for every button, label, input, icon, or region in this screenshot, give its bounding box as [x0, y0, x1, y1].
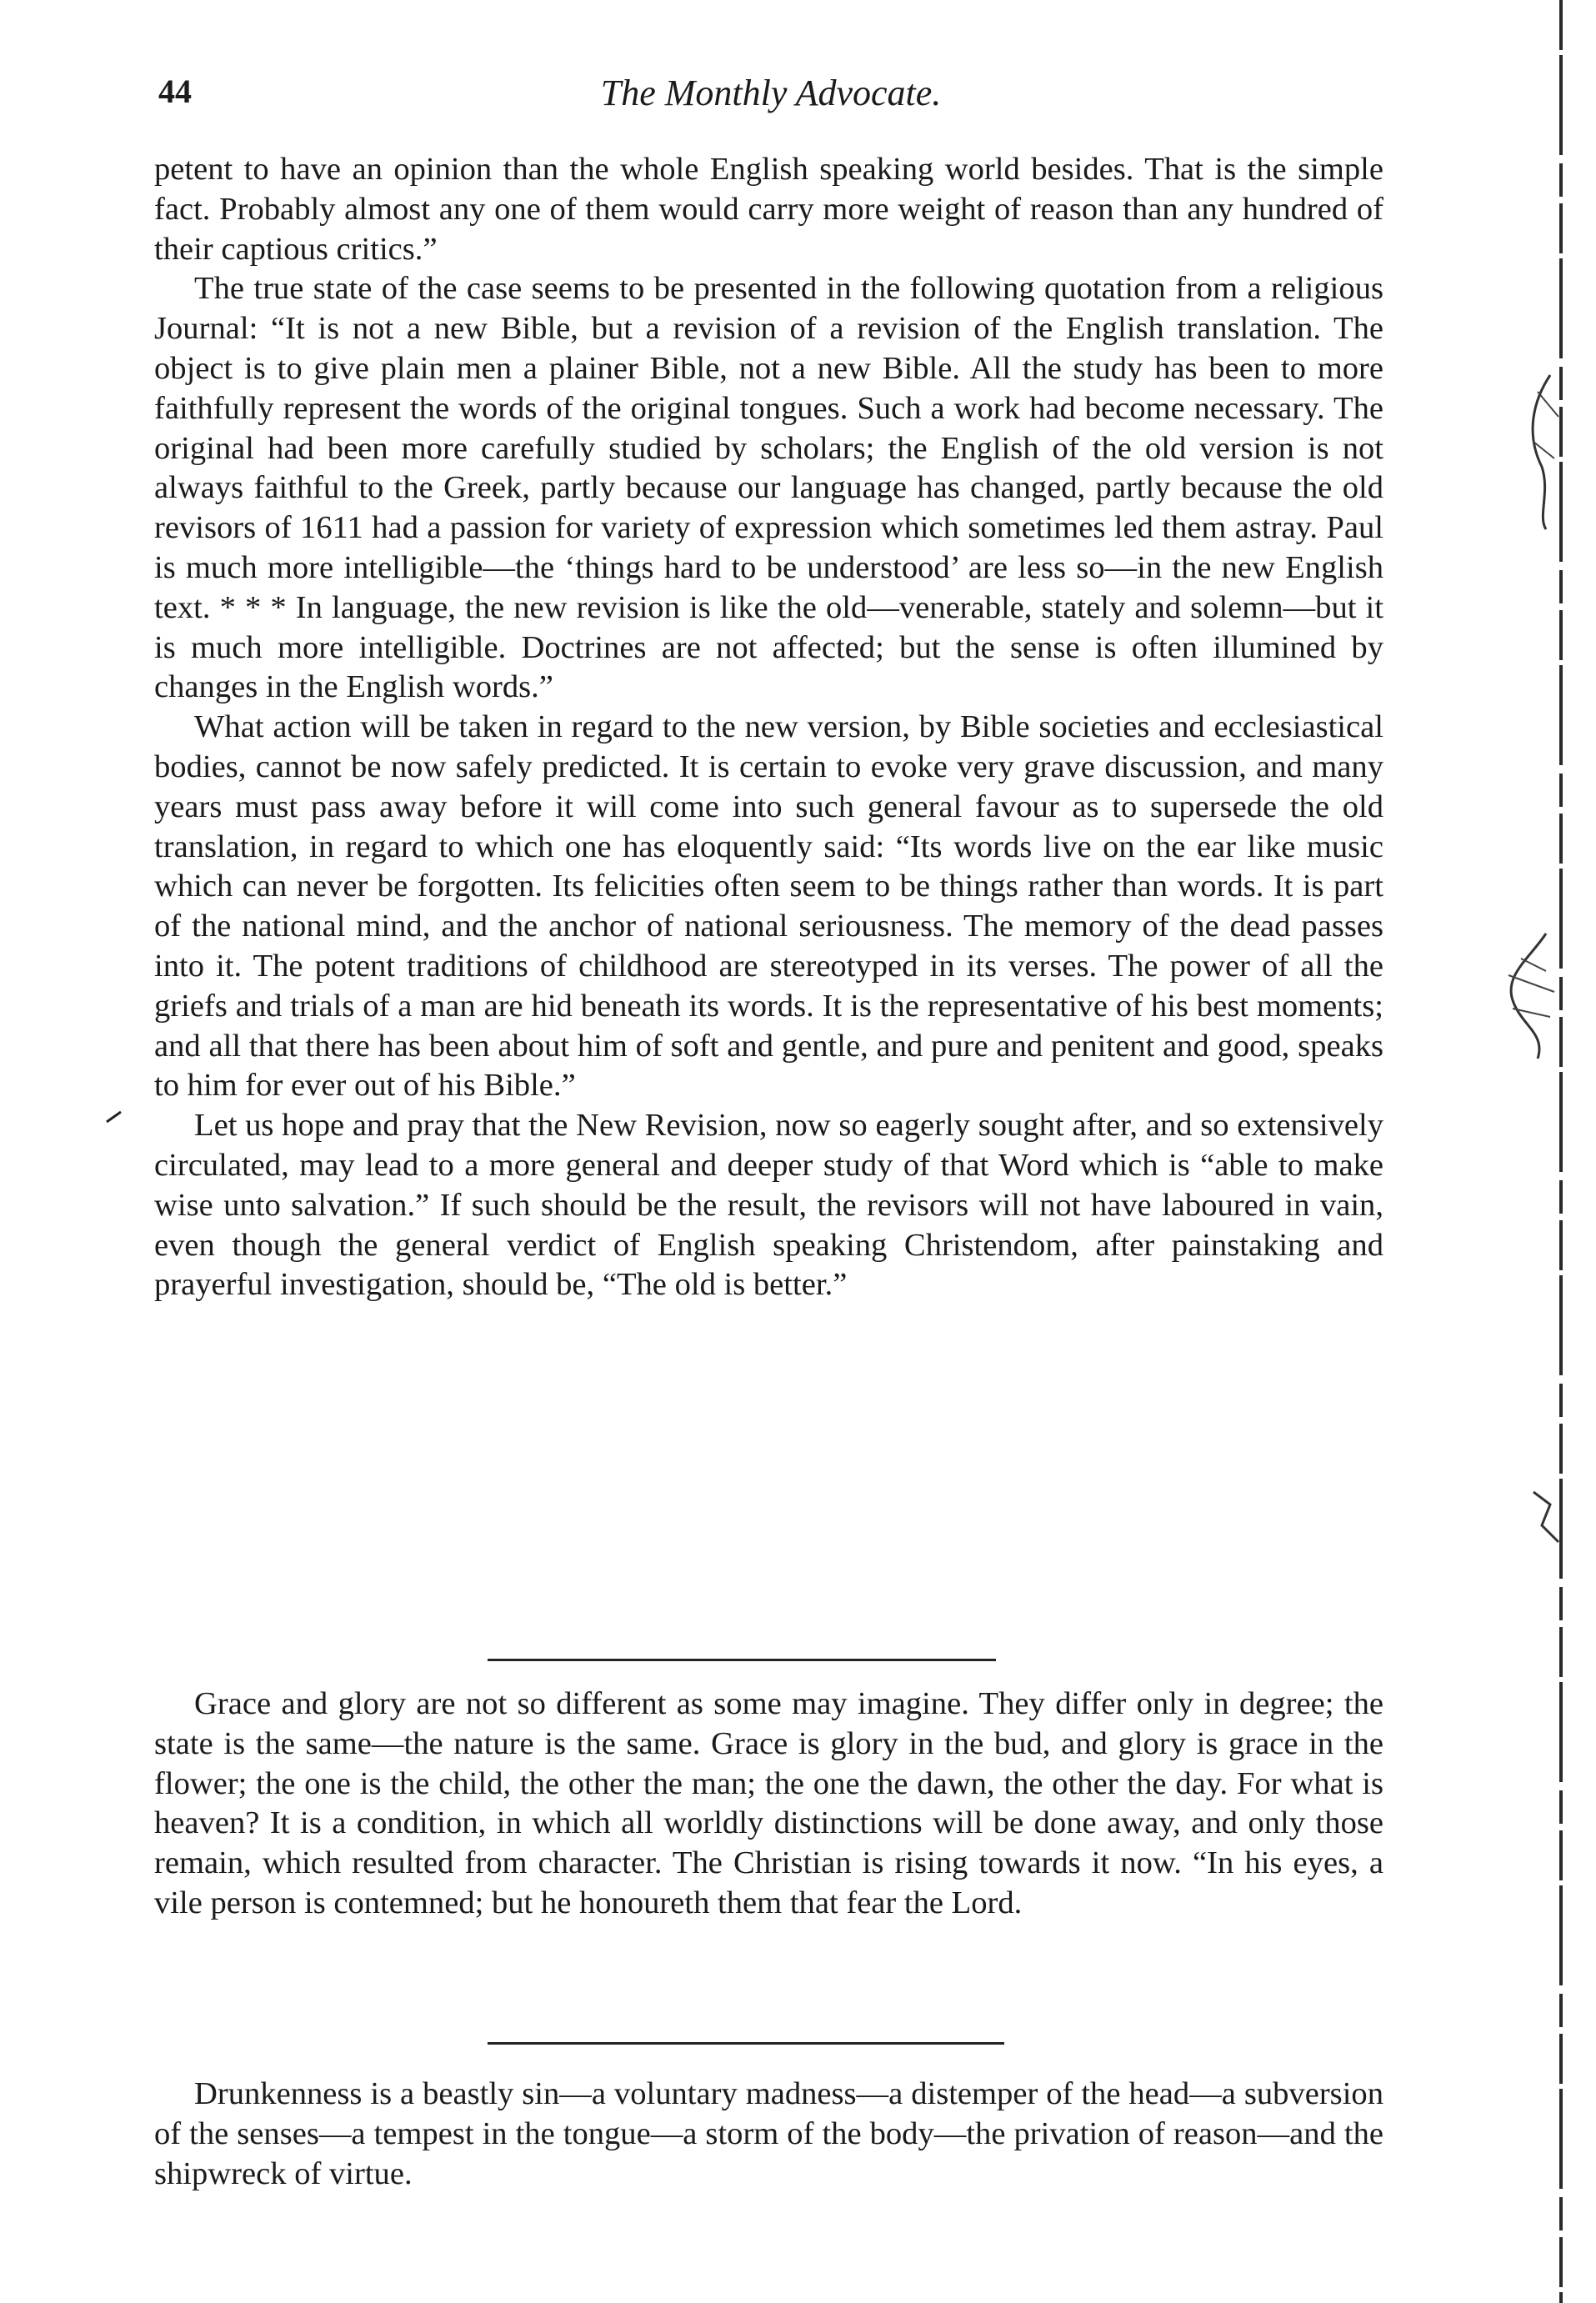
section-divider	[488, 1659, 996, 1661]
margin-tick-mark	[104, 1109, 124, 1125]
drunkenness-paragraph-block	[154, 2075, 1383, 2194]
page-header	[158, 72, 1383, 122]
drunkenness-paragraph: Drunkenness is a beastly sin—a voluntary madness—a distemper of the head—a subversion of the senses—a tempest in the tongue—a storm of the body—the privation of reason—and the shipwreck of virtue.	[154, 2076, 1383, 2191]
page-number: 44	[158, 73, 192, 110]
binding-edge	[1558, 0, 1563, 2303]
margin-scan-artifact	[1488, 925, 1571, 1067]
article-paragraph: The true state of the case seems to be presented in the following quotation from a religious Journal: “It is not a new Bible, but a revision of a revision of the English translation. The object is to give plain men a plainer Bible, not a new Bible. All the study has been to more faithfully represent the words of the original tongues. Such a work had become necessary. The original had been more carefully studied by scholars; the English of the old version is not always faithful to the Greek, partly because our language has changed, partly because the old revisors of 1611 had a passion for variety of expression which sometimes led them astray. Paul is much more intelligible—the ‘things hard to be understood’ are less so—in the new English text. * * * In language, the new revision is like the old—venerable, stately and solemn—but it is much more intelligible. Doctrines are not affected; but the sense is often illumined by changes in the English words.”	[154, 271, 1383, 705]
grace-paragraph-block	[154, 1685, 1383, 1924]
section-divider	[488, 2042, 1004, 2045]
margin-scan-artifact	[1500, 367, 1575, 533]
article-paragraph: What action will be taken in regard to the new version, by Bible societies and ecclesiastical bodies, cannot be now safely predicted. It is certain to evoke very grave discussion, and many years must pass away before it will come into such general favour as to supersede the old translation, in regard to which one has eloquently said: “Its words live on the ear like music which can never be forgotten. Its felicities often seem to be things rather than words. It is part of the national mind, and the anchor of national seriousness. The memory of the dead passes into it. The potent traditions of childhood are stereotyped in its verses. The power of all the griefs and trials of a man are hid beneath its words. It is the representative of his best moments; and all that there has been about him of soft and gentle, and pure and penitent and good, speaks to him for ever out of his Bible.”	[154, 709, 1383, 1104]
running-title: The Monthly Advocate.	[600, 73, 942, 113]
article-paragraph: petent to have an opinion than the whole English speaking world besides. That is the simple fact. Probably almost any one of them would carry more weight of reason than any hundred of their captious critics.”	[154, 152, 1383, 267]
margin-scan-artifact	[1525, 1475, 1575, 1550]
grace-paragraph: Grace and glory are not so different as some may imagine. They differ only in degree; the state is the same—the nature is the same. Grace is glory in the bud, and glory is grace in the flower; the one is the child, the other the man; the one the dawn, the other the day. For what is heaven? It is a condition, in which all worldly distinctions will be done away, and only those remain, which resulted from character. The Christian is rising towards it now. “In his eyes, a vile person is contemned; but he honoureth them that fear the Lord.	[154, 1686, 1383, 1920]
article-paragraph: Let us hope and pray that the New Revision, now so eagerly sought after, and so extensively circulated, may lead to a more general and deeper study of that Word which is “able to make wise unto salvation.” If such should be the result, the revisors will not have laboured in vain, even though the general verdict of English speaking Christendom, after painstaking and prayerful investigation, should be, “The old is better.”	[154, 1108, 1383, 1303]
article-body	[154, 150, 1383, 1305]
